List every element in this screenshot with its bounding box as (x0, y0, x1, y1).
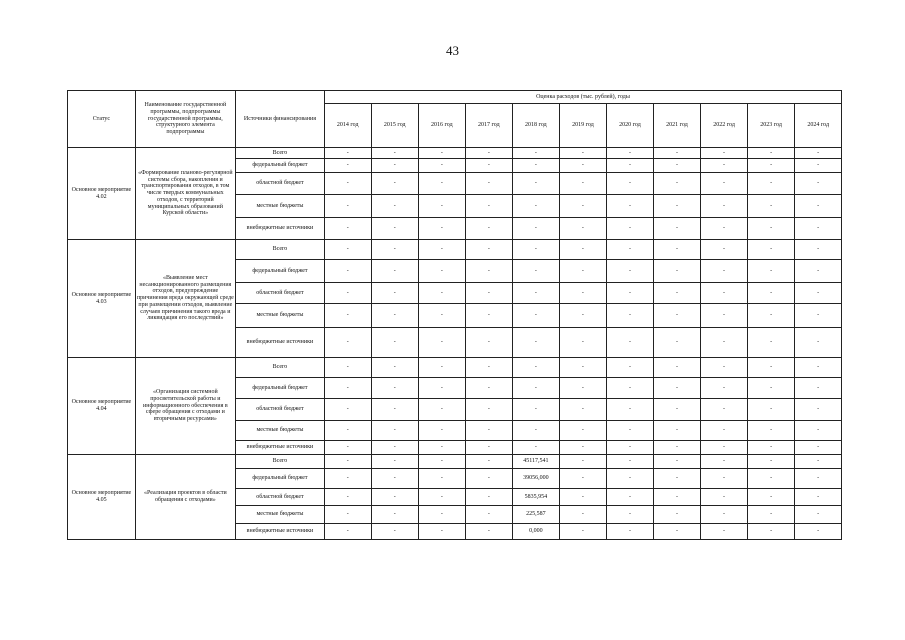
value-cell: - (371, 195, 419, 218)
value-cell: - (701, 399, 748, 421)
value-cell: - (419, 283, 466, 304)
funding-source-cell: местные бюджеты (235, 304, 324, 328)
value-cell: - (747, 421, 795, 441)
value-cell: - (701, 173, 748, 195)
value-cell: - (513, 195, 560, 218)
value-cell: - (653, 283, 701, 304)
value-cell: - (747, 218, 795, 240)
value-cell: - (701, 455, 748, 469)
value-cell: - (465, 283, 513, 304)
value-cell: - (324, 159, 371, 173)
value-cell: - (701, 378, 748, 399)
status-cell: Основное мероприятие 4.05 (68, 455, 136, 540)
value-cell: - (607, 421, 654, 441)
status-cell: Основное мероприятие 4.02 (68, 148, 136, 240)
value-cell: - (324, 455, 371, 469)
value-cell: 45117,541 (513, 455, 560, 469)
value-cell: - (747, 148, 795, 159)
value-cell: - (747, 489, 795, 506)
value-cell: - (653, 148, 701, 159)
value-cell: - (465, 421, 513, 441)
value-cell: - (653, 469, 701, 489)
value-cell: - (324, 489, 371, 506)
value-cell: - (747, 159, 795, 173)
value-cell: - (419, 260, 466, 283)
value-cell: - (465, 455, 513, 469)
value-cell: - (465, 304, 513, 328)
value-cell: - (371, 489, 419, 506)
value-cell: - (419, 455, 466, 469)
value-cell: - (559, 260, 607, 283)
value-cell: - (419, 469, 466, 489)
value-cell: - (324, 524, 371, 540)
value-cell: - (795, 506, 842, 524)
value-cell: - (465, 524, 513, 540)
value-cell: - (371, 159, 419, 173)
value-cell: - (371, 524, 419, 540)
header-name: Наименование государственной программы, подпрограммы государственной программы, структурного элемента подпрограммы (135, 91, 235, 148)
value-cell: - (607, 260, 654, 283)
value-cell: - (371, 173, 419, 195)
value-cell: - (371, 260, 419, 283)
value-cell: - (701, 240, 748, 260)
value-cell: - (559, 195, 607, 218)
header-year: 2022 год (701, 104, 748, 148)
value-cell: - (559, 304, 607, 328)
header-year: 2024 год (795, 104, 842, 148)
value-cell: - (559, 159, 607, 173)
value-cell: - (795, 421, 842, 441)
funding-source-cell: местные бюджеты (235, 195, 324, 218)
value-cell: - (559, 506, 607, 524)
funding-source-cell: федеральный бюджет (235, 469, 324, 489)
value-cell: - (465, 173, 513, 195)
value-cell: - (747, 455, 795, 469)
value-cell: - (607, 441, 654, 455)
measure-name-cell: «Реализация проектов в области обращения с отходами» (135, 455, 235, 540)
value-cell: - (513, 283, 560, 304)
value-cell: - (747, 441, 795, 455)
value-cell: - (701, 489, 748, 506)
header-year: 2019 год (559, 104, 607, 148)
value-cell: - (465, 358, 513, 378)
funding-source-cell: внебюджетные источники (235, 218, 324, 240)
value-cell: - (795, 218, 842, 240)
value-cell: - (701, 469, 748, 489)
measure-name-cell: «Организация системной просветительской работы и информационного обеспечения в сфере обращения с отходами и вторичными ресурсами» (135, 358, 235, 455)
value-cell: - (419, 328, 466, 358)
value-cell: - (795, 260, 842, 283)
value-cell: - (559, 489, 607, 506)
value-cell: - (795, 159, 842, 173)
value-cell: - (419, 506, 466, 524)
value-cell: - (559, 524, 607, 540)
value-cell: - (324, 195, 371, 218)
value-cell: 225,587 (513, 506, 560, 524)
value-cell: - (324, 469, 371, 489)
value-cell: - (607, 159, 654, 173)
header-year: 2014 год (324, 104, 371, 148)
funding-source-cell: федеральный бюджет (235, 378, 324, 399)
value-cell: - (795, 399, 842, 421)
value-cell: - (747, 399, 795, 421)
value-cell: - (324, 328, 371, 358)
funding-source-cell: местные бюджеты (235, 506, 324, 524)
value-cell: - (795, 195, 842, 218)
value-cell: - (371, 240, 419, 260)
value-cell: - (419, 358, 466, 378)
value-cell: - (559, 148, 607, 159)
value-cell: - (513, 358, 560, 378)
value-cell: - (465, 441, 513, 455)
value-cell: - (465, 399, 513, 421)
value-cell: - (701, 283, 748, 304)
value-cell: - (465, 260, 513, 283)
value-cell: - (653, 173, 701, 195)
value-cell: - (324, 421, 371, 441)
header-year: 2016 год (419, 104, 466, 148)
value-cell: - (371, 378, 419, 399)
value-cell: - (465, 469, 513, 489)
header-year: 2021 год (653, 104, 701, 148)
value-cell: - (701, 218, 748, 240)
value-cell: - (795, 304, 842, 328)
value-cell: - (465, 148, 513, 159)
value-cell: - (371, 218, 419, 240)
funding-source-cell: федеральный бюджет (235, 159, 324, 173)
value-cell: - (607, 506, 654, 524)
value-cell: - (747, 358, 795, 378)
value-cell: - (513, 159, 560, 173)
value-cell: - (747, 260, 795, 283)
value-cell: - (701, 506, 748, 524)
value-cell: - (559, 378, 607, 399)
value-cell: - (559, 173, 607, 195)
value-cell: - (747, 240, 795, 260)
value-cell: - (371, 358, 419, 378)
value-cell: - (419, 218, 466, 240)
value-cell: - (371, 455, 419, 469)
value-cell: - (653, 489, 701, 506)
value-cell: - (795, 378, 842, 399)
value-cell: - (607, 304, 654, 328)
value-cell: - (419, 240, 466, 260)
value-cell: - (701, 159, 748, 173)
value-cell: - (465, 218, 513, 240)
value-cell: - (465, 506, 513, 524)
value-cell: - (513, 378, 560, 399)
value-cell: - (324, 240, 371, 260)
value-cell: - (747, 283, 795, 304)
table-row (68, 240, 842, 260)
value-cell: - (607, 378, 654, 399)
value-cell: - (465, 378, 513, 399)
value-cell: - (747, 328, 795, 358)
value-cell: - (653, 260, 701, 283)
funding-source-cell: областной бюджет (235, 489, 324, 506)
table-row (68, 358, 842, 378)
value-cell: - (324, 173, 371, 195)
value-cell: - (559, 283, 607, 304)
value-cell: - (371, 328, 419, 358)
value-cell: - (371, 283, 419, 304)
value-cell: - (701, 195, 748, 218)
header-year: 2023 год (747, 104, 795, 148)
value-cell: - (513, 240, 560, 260)
funding-source-cell: Всего (235, 455, 324, 469)
value-cell: - (747, 524, 795, 540)
value-cell: - (419, 195, 466, 218)
value-cell: - (559, 240, 607, 260)
value-cell: - (653, 455, 701, 469)
value-cell: - (607, 399, 654, 421)
value-cell: - (795, 489, 842, 506)
value-cell: - (465, 328, 513, 358)
value-cell: - (701, 304, 748, 328)
value-cell: - (607, 218, 654, 240)
value-cell: - (324, 358, 371, 378)
measure-name-cell: «Выявление мест несанкционированного размещения отходов, предупреждение причинения вреда окружающей среде при размещении отходов, выявление случаев причинения такого вреда и ликвидация его последствий» (135, 240, 235, 358)
value-cell: - (559, 218, 607, 240)
value-cell: 39056,000 (513, 469, 560, 489)
value-cell: - (607, 524, 654, 540)
value-cell: - (559, 358, 607, 378)
value-cell: - (701, 421, 748, 441)
value-cell: - (653, 378, 701, 399)
value-cell: - (795, 469, 842, 489)
value-cell: - (513, 304, 560, 328)
measure-name-cell: «Формирование планово-регулярной системы сбора, накопления и транспортирования отходов, в том числе твердых коммунальных отходов, с территорий муниципальных образований Курской области» (135, 148, 235, 240)
funding-source-cell: областной бюджет (235, 283, 324, 304)
value-cell: - (607, 455, 654, 469)
value-cell: - (419, 148, 466, 159)
value-cell: - (653, 304, 701, 328)
value-cell: - (701, 358, 748, 378)
value-cell: - (513, 173, 560, 195)
value-cell: - (559, 328, 607, 358)
value-cell: - (653, 358, 701, 378)
funding-source-cell: Всего (235, 148, 324, 159)
value-cell: - (419, 378, 466, 399)
value-cell: - (324, 260, 371, 283)
value-cell: - (607, 358, 654, 378)
value-cell: - (419, 441, 466, 455)
value-cell: - (653, 524, 701, 540)
funding-source-cell: областной бюджет (235, 399, 324, 421)
value-cell: - (559, 441, 607, 455)
funding-source-cell: федеральный бюджет (235, 260, 324, 283)
value-cell: - (324, 283, 371, 304)
value-cell: - (513, 399, 560, 421)
value-cell: - (607, 173, 654, 195)
header-year: 2017 год (465, 104, 513, 148)
value-cell: - (653, 441, 701, 455)
status-cell: Основное мероприятие 4.03 (68, 240, 136, 358)
header-status: Статус (68, 91, 136, 148)
funding-source-cell: Всего (235, 240, 324, 260)
value-cell: 5835,954 (513, 489, 560, 506)
funding-source-cell: внебюджетные источники (235, 524, 324, 540)
value-cell: - (324, 218, 371, 240)
funding-source-cell: местные бюджеты (235, 421, 324, 441)
value-cell: - (653, 399, 701, 421)
value-cell: - (419, 399, 466, 421)
value-cell: - (795, 283, 842, 304)
value-cell: - (795, 173, 842, 195)
value-cell: - (419, 159, 466, 173)
header-estimate: Оценка расходов (тыс. рублей), годы (324, 91, 841, 104)
value-cell: - (513, 328, 560, 358)
value-cell: - (513, 260, 560, 283)
value-cell: - (419, 489, 466, 506)
value-cell: - (607, 148, 654, 159)
header-year: 2018 год (513, 104, 560, 148)
value-cell: - (371, 506, 419, 524)
value-cell: - (653, 159, 701, 173)
value-cell: - (653, 421, 701, 441)
value-cell: - (653, 218, 701, 240)
header-sources: Источники финансирования (235, 91, 324, 148)
value-cell: - (465, 159, 513, 173)
value-cell: - (795, 441, 842, 455)
value-cell: - (747, 469, 795, 489)
value-cell: - (607, 195, 654, 218)
value-cell: - (371, 304, 419, 328)
header-year: 2015 год (371, 104, 419, 148)
value-cell: - (653, 328, 701, 358)
funding-source-cell: Всего (235, 358, 324, 378)
value-cell: - (795, 524, 842, 540)
value-cell: - (701, 441, 748, 455)
value-cell: - (607, 240, 654, 260)
value-cell: - (701, 260, 748, 283)
value-cell: - (465, 489, 513, 506)
value-cell: - (513, 218, 560, 240)
value-cell: - (324, 441, 371, 455)
value-cell: - (324, 304, 371, 328)
value-cell: - (795, 455, 842, 469)
value-cell: - (653, 240, 701, 260)
value-cell: - (371, 421, 419, 441)
value-cell: - (513, 421, 560, 441)
value-cell: - (419, 524, 466, 540)
value-cell: - (324, 506, 371, 524)
value-cell: - (795, 328, 842, 358)
table-row (68, 148, 842, 159)
header-year: 2020 год (607, 104, 654, 148)
value-cell: - (513, 148, 560, 159)
value-cell: - (747, 173, 795, 195)
value-cell: - (607, 469, 654, 489)
value-cell: - (559, 455, 607, 469)
value-cell: - (419, 421, 466, 441)
value-cell: - (701, 524, 748, 540)
value-cell: - (795, 240, 842, 260)
value-cell: - (607, 328, 654, 358)
value-cell: - (371, 399, 419, 421)
value-cell: - (371, 469, 419, 489)
value-cell: - (559, 469, 607, 489)
value-cell: - (513, 441, 560, 455)
funding-source-cell: внебюджетные источники (235, 441, 324, 455)
page-number: 43 (446, 43, 459, 58)
value-cell: - (747, 506, 795, 524)
value-cell: - (559, 421, 607, 441)
value-cell: - (324, 399, 371, 421)
value-cell: - (607, 283, 654, 304)
value-cell: - (465, 195, 513, 218)
value-cell: - (465, 240, 513, 260)
value-cell: - (371, 441, 419, 455)
value-cell: - (371, 148, 419, 159)
value-cell: - (419, 304, 466, 328)
value-cell: - (607, 489, 654, 506)
value-cell: - (795, 148, 842, 159)
value-cell: - (324, 148, 371, 159)
value-cell: - (747, 378, 795, 399)
value-cell: - (653, 506, 701, 524)
value-cell: - (701, 328, 748, 358)
value-cell: - (324, 378, 371, 399)
value-cell: - (747, 304, 795, 328)
value-cell: 0,000 (513, 524, 560, 540)
value-cell: - (559, 399, 607, 421)
table-row (68, 455, 842, 469)
value-cell: - (747, 195, 795, 218)
value-cell: - (653, 195, 701, 218)
value-cell: - (701, 148, 748, 159)
expenditure-table (67, 90, 842, 540)
value-cell: - (419, 173, 466, 195)
funding-source-cell: областной бюджет (235, 173, 324, 195)
status-cell: Основное мероприятие 4.04 (68, 358, 136, 455)
value-cell: - (795, 358, 842, 378)
funding-source-cell: внебюджетные источники (235, 328, 324, 358)
